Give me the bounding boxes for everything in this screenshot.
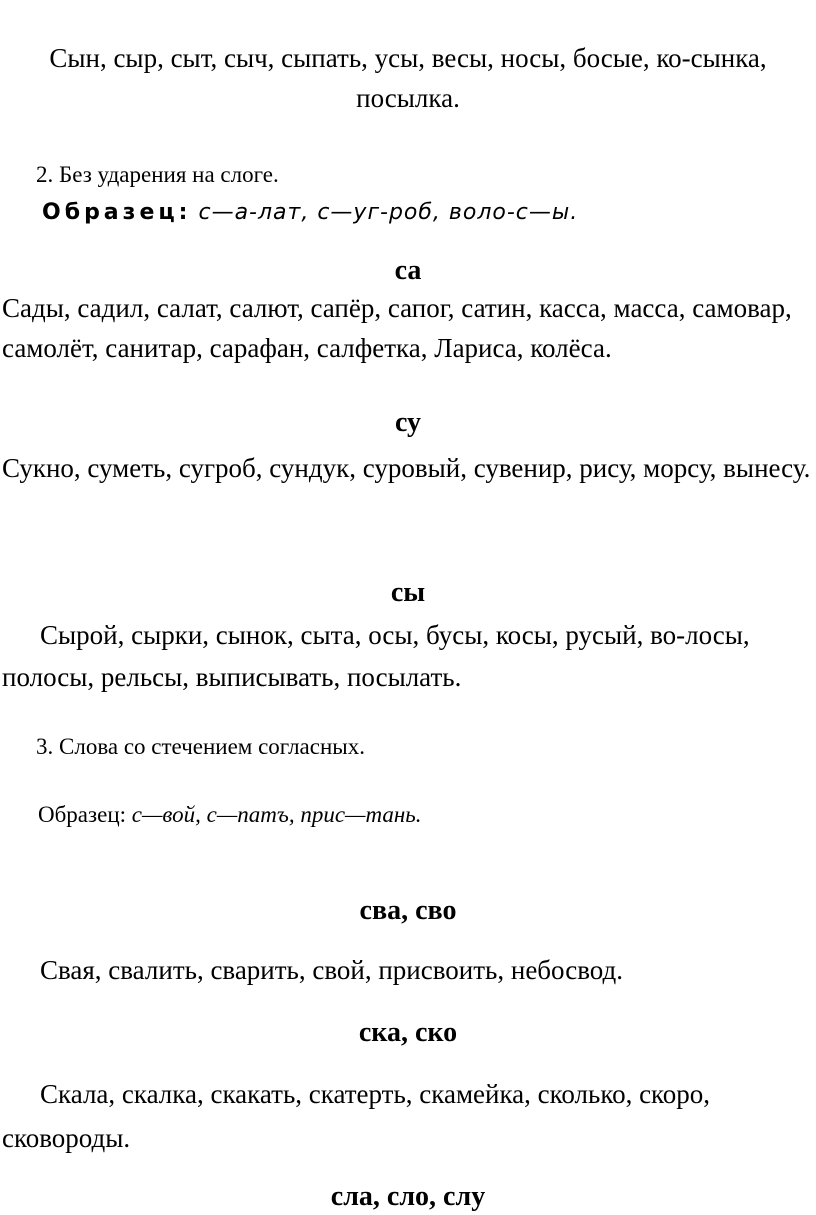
word-list-sy: Сырой, сырки, сынок, сыта, осы, бусы, косы, русый, во-лосы, полосы, рельсы, выписывать, посылать.	[2, 620, 750, 692]
syllable-heading-sy: сы	[390, 577, 426, 608]
syllable-heading-ska-sko: ска, ско	[358, 1017, 458, 1048]
section-3-sample	[38, 800, 422, 830]
sample-label: Образец:	[42, 200, 192, 225]
word-list-sa: Сады, садил, салат, салют, сапёр, сапог, сатин, касса, масса, самовар, самолёт, санитар, сарафан, салфетка, Лариса, колёса.	[2, 293, 792, 363]
syllable-heading-sva-svo: сва, сво	[359, 895, 457, 926]
word-list-sva-svo: Свая, свалить, сварить, свой, присвоить, небосвод.	[40, 955, 623, 985]
section-2-sample	[42, 198, 578, 228]
sample-text: с—вой, с—патъ, прис—тань.	[131, 802, 422, 827]
section-2-heading: 2. Без ударения на слоге.	[36, 162, 279, 187]
word-list-ska-sko: Скала, скалка, скакать, скатерть, скамейка, сколько, скоро, сковороды.	[2, 1079, 711, 1153]
syllable-heading-su: су	[394, 407, 422, 438]
syllable-heading-sa: са	[394, 255, 422, 286]
sample-text: с—а-лат, с—уг-роб, воло-с—ы.	[198, 200, 579, 225]
section-3-heading: 3. Слова со стечением согласных.	[36, 734, 365, 759]
syllable-heading-sla-slo-slu: сла, сло, слу	[330, 1181, 486, 1212]
word-list-su: Сукно, суметь, сугроб, сундук, суровый, сувенир, рису, морсу, вынесу.	[2, 453, 811, 483]
intro-paragraph: Сын, сыр, сыт, сыч, сыпать, усы, весы, носы, босые, ко-сынка, посылка.	[49, 43, 767, 113]
sample-label: Образец:	[38, 802, 127, 827]
